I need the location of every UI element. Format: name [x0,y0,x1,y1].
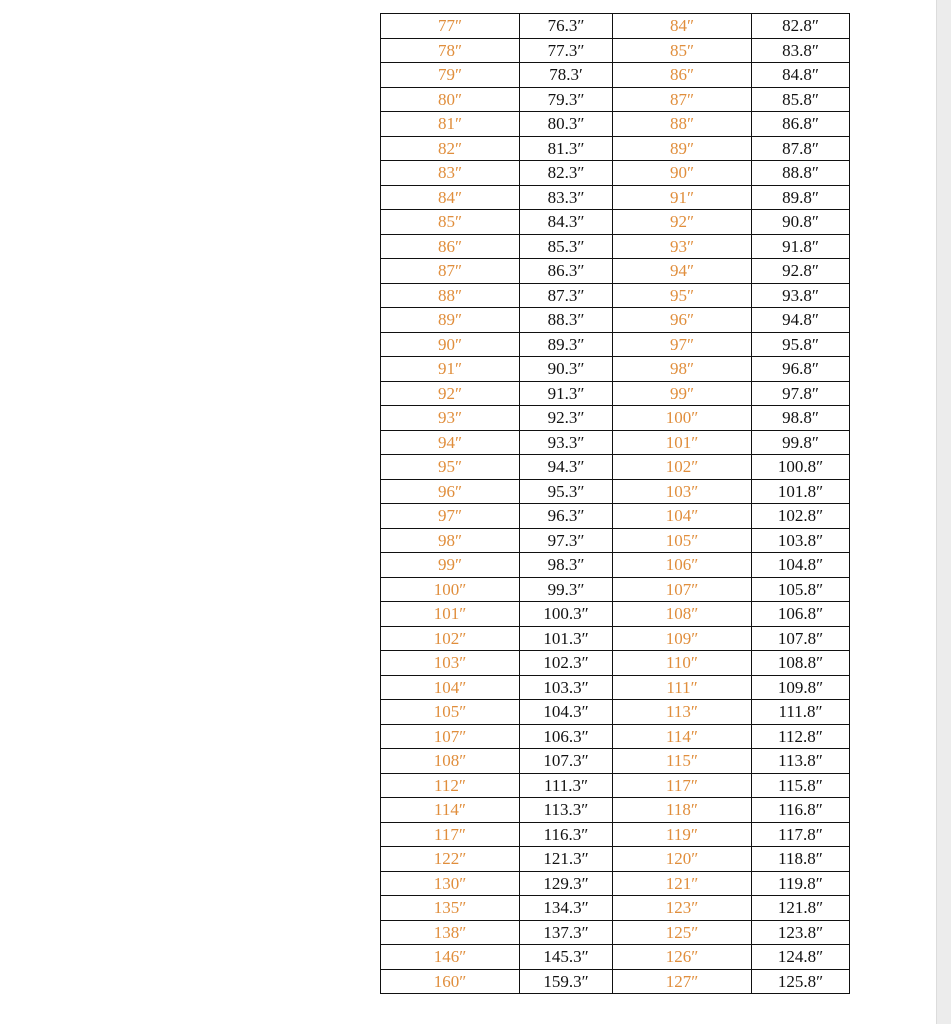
converted-size-cell: 77.3″ [520,38,613,63]
table-row [381,14,850,39]
table-row [381,896,850,921]
size-cell: 111″ [613,675,752,700]
table-row [381,700,850,725]
converted-size-cell: 115.8″ [752,773,850,798]
converted-size-cell: 88.8″ [752,161,850,186]
table-row [381,161,850,186]
size-cell: 121″ [613,871,752,896]
converted-size-cell: 89.3″ [520,332,613,357]
size-cell: 98″ [613,357,752,382]
size-cell: 96″ [613,308,752,333]
converted-size-cell: 118.8″ [752,847,850,872]
table-row [381,430,850,455]
size-cell: 85″ [613,38,752,63]
converted-size-cell: 87.8″ [752,136,850,161]
size-cell: 113″ [613,700,752,725]
table-row [381,308,850,333]
converted-size-cell: 129.3″ [520,871,613,896]
size-cell: 117″ [613,773,752,798]
converted-size-cell: 88.3″ [520,308,613,333]
table-row [381,749,850,774]
converted-size-cell: 106.3″ [520,724,613,749]
table-row [381,626,850,651]
table-row [381,577,850,602]
converted-size-cell: 103.3″ [520,675,613,700]
table-row [381,406,850,431]
size-cell: 135″ [381,896,520,921]
size-cell: 90″ [613,161,752,186]
size-cell: 94″ [613,259,752,284]
table-row [381,136,850,161]
converted-size-cell: 98.8″ [752,406,850,431]
size-cell: 101″ [381,602,520,627]
size-cell: 122″ [381,847,520,872]
converted-size-cell: 121.3″ [520,847,613,872]
converted-size-cell: 95.8″ [752,332,850,357]
table-row [381,871,850,896]
converted-size-cell: 113.8″ [752,749,850,774]
converted-size-cell: 80.3″ [520,112,613,137]
converted-size-cell: 95.3″ [520,479,613,504]
converted-size-cell: 86.8″ [752,112,850,137]
converted-size-cell: 111.8″ [752,700,850,725]
converted-size-cell: 93.3″ [520,430,613,455]
size-cell: 101″ [613,430,752,455]
converted-size-cell: 106.8″ [752,602,850,627]
table-row [381,920,850,945]
converted-size-cell: 91.8″ [752,234,850,259]
table-row [381,455,850,480]
size-cell: 82″ [381,136,520,161]
table-row [381,112,850,137]
size-cell: 102″ [381,626,520,651]
size-cell: 91″ [613,185,752,210]
size-cell: 87″ [613,87,752,112]
table-body [381,14,850,994]
converted-size-cell: 137.3″ [520,920,613,945]
converted-size-cell: 119.8″ [752,871,850,896]
converted-size-cell: 93.8″ [752,283,850,308]
size-cell: 91″ [381,357,520,382]
size-cell: 105″ [381,700,520,725]
size-cell: 81″ [381,112,520,137]
converted-size-cell: 102.3″ [520,651,613,676]
converted-size-cell: 111.3″ [520,773,613,798]
size-cell: 103″ [613,479,752,504]
converted-size-cell: 100.8″ [752,455,850,480]
converted-size-cell: 101.8″ [752,479,850,504]
size-cell: 92″ [381,381,520,406]
converted-size-cell: 116.3″ [520,822,613,847]
converted-size-cell: 104.3″ [520,700,613,725]
size-cell: 95″ [381,455,520,480]
converted-size-cell: 92.8″ [752,259,850,284]
size-cell: 80″ [381,87,520,112]
converted-size-cell: 100.3″ [520,602,613,627]
converted-size-cell: 107.8″ [752,626,850,651]
size-cell: 97″ [613,332,752,357]
converted-size-cell: 97.8″ [752,381,850,406]
converted-size-cell: 101.3″ [520,626,613,651]
table-row [381,210,850,235]
size-cell: 108″ [381,749,520,774]
size-cell: 87″ [381,259,520,284]
size-cell: 102″ [613,455,752,480]
table-row [381,651,850,676]
converted-size-cell: 84.8″ [752,63,850,88]
converted-size-cell: 112.8″ [752,724,850,749]
converted-size-cell: 104.8″ [752,553,850,578]
converted-size-cell: 145.3″ [520,945,613,970]
size-cell: 85″ [381,210,520,235]
table-row [381,602,850,627]
size-cell: 89″ [613,136,752,161]
table-row [381,798,850,823]
table-row [381,259,850,284]
converted-size-cell: 91.3″ [520,381,613,406]
converted-size-cell: 94.3″ [520,455,613,480]
size-cell: 84″ [613,14,752,39]
converted-size-cell: 105.8″ [752,577,850,602]
size-cell: 112″ [381,773,520,798]
size-cell: 100″ [381,577,520,602]
size-cell: 117″ [381,822,520,847]
converted-size-cell: 113.3″ [520,798,613,823]
converted-size-cell: 125.8″ [752,969,850,994]
converted-size-cell: 121.8″ [752,896,850,921]
converted-size-cell: 96.8″ [752,357,850,382]
converted-size-cell: 84.3″ [520,210,613,235]
size-cell: 127″ [613,969,752,994]
size-cell: 104″ [613,504,752,529]
converted-size-cell: 116.8″ [752,798,850,823]
converted-size-cell: 103.8″ [752,528,850,553]
converted-size-cell: 102.8″ [752,504,850,529]
size-cell: 88″ [381,283,520,308]
size-conversion-table [380,13,850,994]
size-cell: 88″ [613,112,752,137]
size-cell: 114″ [381,798,520,823]
converted-size-cell: 98.3″ [520,553,613,578]
converted-size-cell: 78.3′ [520,63,613,88]
table-row [381,945,850,970]
size-cell: 93″ [381,406,520,431]
size-cell: 100″ [613,406,752,431]
converted-size-cell: 85.8″ [752,87,850,112]
size-cell: 97″ [381,504,520,529]
converted-size-cell: 109.8″ [752,675,850,700]
converted-size-cell: 76.3″ [520,14,613,39]
size-cell: 86″ [613,63,752,88]
converted-size-cell: 99.8″ [752,430,850,455]
converted-size-cell: 81.3″ [520,136,613,161]
table-row [381,87,850,112]
size-cell: 93″ [613,234,752,259]
converted-size-cell: 123.8″ [752,920,850,945]
size-cell: 123″ [613,896,752,921]
converted-size-cell: 97.3″ [520,528,613,553]
size-cell: 99″ [381,553,520,578]
size-cell: 96″ [381,479,520,504]
size-cell: 104″ [381,675,520,700]
size-cell: 106″ [613,553,752,578]
converted-size-cell: 94.8″ [752,308,850,333]
table-row [381,63,850,88]
converted-size-cell: 90.8″ [752,210,850,235]
converted-size-cell: 86.3″ [520,259,613,284]
table-row [381,528,850,553]
size-cell: 99″ [613,381,752,406]
table-row [381,38,850,63]
size-cell: 89″ [381,308,520,333]
size-cell: 114″ [613,724,752,749]
size-cell: 105″ [613,528,752,553]
size-cell: 103″ [381,651,520,676]
size-cell: 125″ [613,920,752,945]
table-row [381,332,850,357]
converted-size-cell: 107.3″ [520,749,613,774]
size-cell: 115″ [613,749,752,774]
table-row [381,847,850,872]
size-cell: 90″ [381,332,520,357]
size-cell: 120″ [613,847,752,872]
size-cell: 107″ [381,724,520,749]
table-row [381,724,850,749]
size-cell: 126″ [613,945,752,970]
converted-size-cell: 87.3″ [520,283,613,308]
converted-size-cell: 159.3″ [520,969,613,994]
table-row [381,381,850,406]
converted-size-cell: 79.3″ [520,87,613,112]
table-row [381,822,850,847]
size-cell: 79″ [381,63,520,88]
table-row [381,969,850,994]
table-row [381,773,850,798]
size-cell: 94″ [381,430,520,455]
table-row [381,283,850,308]
converted-size-cell: 117.8″ [752,822,850,847]
table-row [381,185,850,210]
converted-size-cell: 108.8″ [752,651,850,676]
converted-size-cell: 134.3″ [520,896,613,921]
size-cell: 160″ [381,969,520,994]
table-row [381,504,850,529]
size-cell: 78″ [381,38,520,63]
size-cell: 118″ [613,798,752,823]
size-cell: 92″ [613,210,752,235]
size-cell: 110″ [613,651,752,676]
size-cell: 146″ [381,945,520,970]
size-cell: 107″ [613,577,752,602]
converted-size-cell: 82.3″ [520,161,613,186]
table-row [381,357,850,382]
converted-size-cell: 90.3″ [520,357,613,382]
table-row [381,553,850,578]
size-cell: 108″ [613,602,752,627]
size-cell: 83″ [381,161,520,186]
converted-size-cell: 96.3″ [520,504,613,529]
size-cell: 95″ [613,283,752,308]
converted-size-cell: 92.3″ [520,406,613,431]
size-cell: 98″ [381,528,520,553]
converted-size-cell: 82.8″ [752,14,850,39]
table-row [381,479,850,504]
size-cell: 119″ [613,822,752,847]
table-row [381,234,850,259]
size-cell: 84″ [381,185,520,210]
size-cell: 138″ [381,920,520,945]
converted-size-cell: 89.8″ [752,185,850,210]
converted-size-cell: 85.3″ [520,234,613,259]
size-cell: 77″ [381,14,520,39]
size-cell: 130″ [381,871,520,896]
converted-size-cell: 124.8″ [752,945,850,970]
converted-size-cell: 99.3″ [520,577,613,602]
converted-size-cell: 83.3″ [520,185,613,210]
converted-size-cell: 83.8″ [752,38,850,63]
size-cell: 86″ [381,234,520,259]
table-row [381,675,850,700]
size-cell: 109″ [613,626,752,651]
